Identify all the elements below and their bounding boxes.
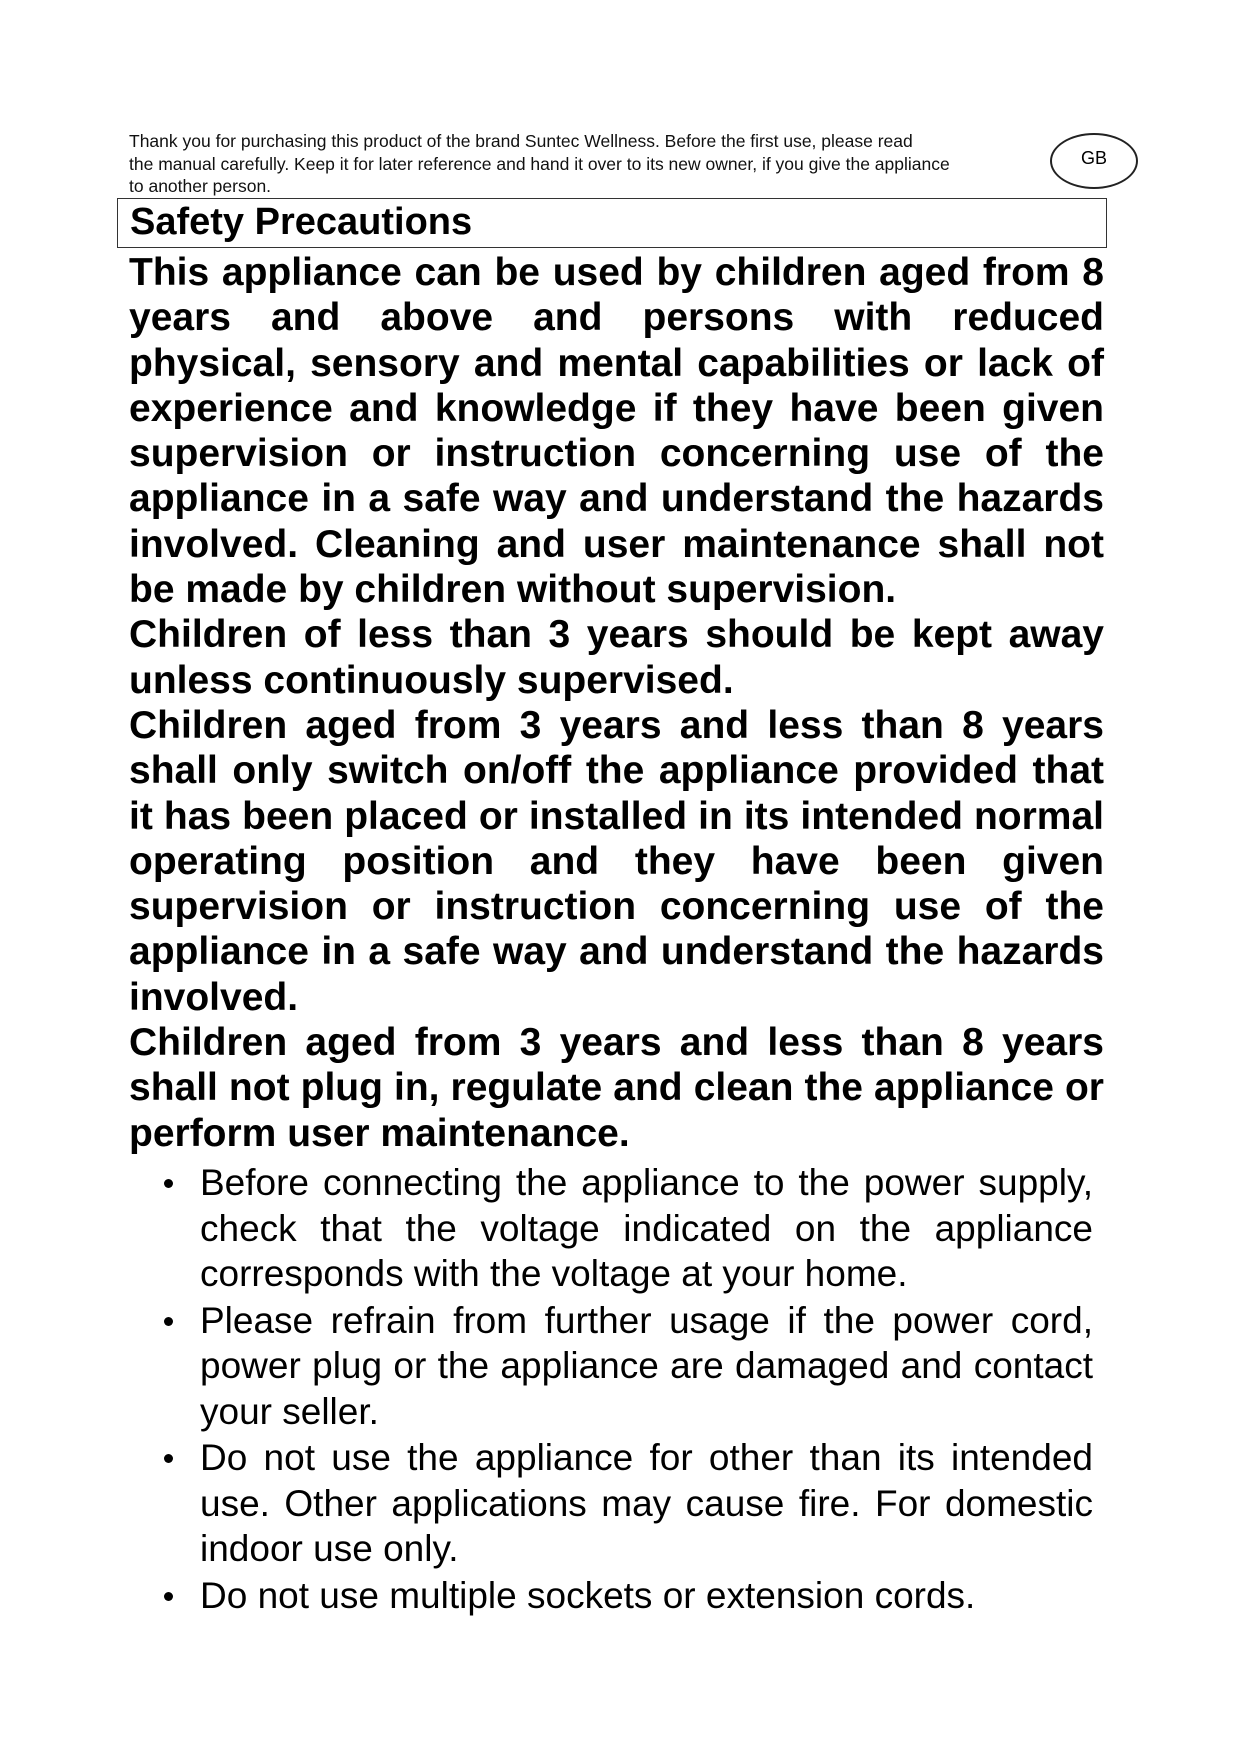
list-item-text: Before connecting the appliance to the power supply, check that the voltage indicated on the appliance corresponds with the voltage at your home. [200,1162,1093,1294]
language-badge: GB [1050,133,1138,189]
intro-line: Thank you for purchasing this product of the brand Suntec Wellness. Before the first use, please read [129,131,913,151]
intro-text [129,130,1059,198]
list-item [158,1160,1093,1297]
safety-bullet-list [158,1160,1093,1619]
intro-line: to another person. [129,176,272,196]
warning-paragraph: Children of less than 3 years should be kept away unless continuously supervised. [129,613,1104,702]
list-item-text: Please refrain from further usage if the power cord, power plug or the appliance are damaged and contact your seller. [200,1299,1093,1432]
bullet-icon [164,1454,173,1463]
section-header [117,198,1107,248]
bullet-icon [164,1592,173,1601]
bullet-icon [164,1179,173,1188]
warning-paragraph: Children aged from 3 years and less than 8 years shall only switch on/off the appliance provided that it has been placed or installed in its intended normal operating position and they have been given supervision or instruction concerning use of the appliance in a safe way and understand the hazards involved. [129,703,1104,1019]
list-item-text: Do not use multiple sockets or extension cords. [200,1574,976,1616]
intro-line: the manual carefully. Keep it for later reference and hand it over to its new owner, if you give the appliance [129,153,950,174]
bullet-icon [164,1317,173,1326]
list-item [158,1298,1093,1435]
warning-paragraph: This appliance can be used by children aged from 8 years and above and persons with reduced physical, sensory and mental capabilities or lack of experience and knowledge if they have been given supervision or instruction concerning use of the appliance in a safe way and understand the hazards involved. Cleaning and user maintenance shall not be made by children without supervision. [129,251,1104,612]
list-item [158,1573,1093,1619]
section-title: Safety Precautions [130,201,473,243]
list-item [158,1435,1093,1572]
list-item-text: Do not use the appliance for other than its intended use. Other applications may cause fire. For domestic indoor use only. [200,1437,1093,1569]
warning-paragraph: Children aged from 3 years and less than 8 years shall not plug in, regulate and clean the appliance or perform user maintenance. [129,1021,1104,1155]
warning-block [129,250,1104,1156]
